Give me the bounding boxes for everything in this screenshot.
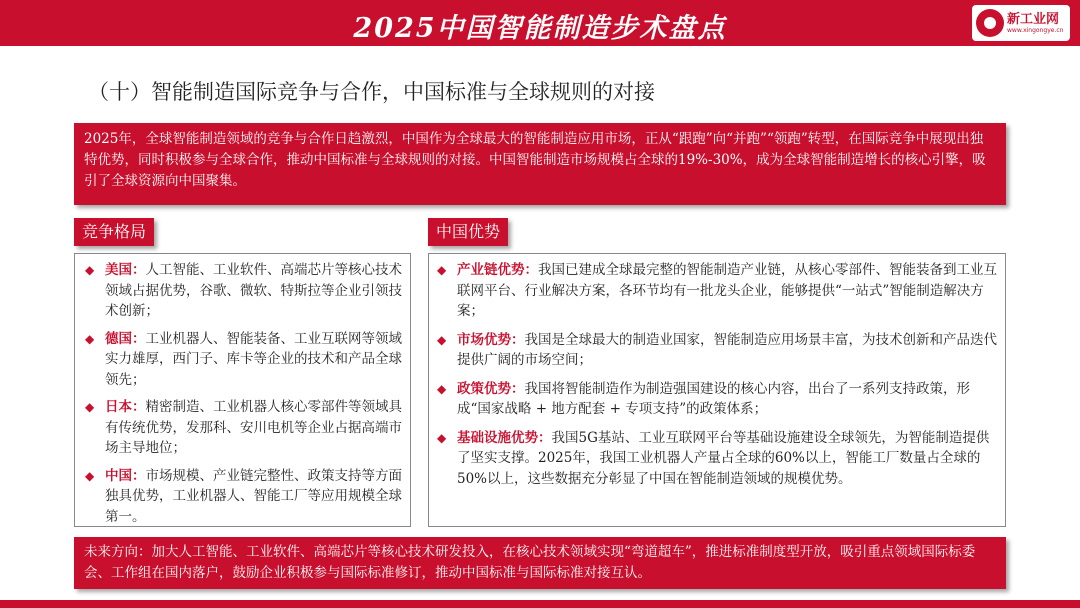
item-text: 我国将智能制造作为制造强国建设的核心内容，出台了一系列支持政策，形成“国家战略 + 地方配套 + 专项支持”的政策体系； bbox=[457, 380, 970, 417]
diamond-bullet-icon: ◆ bbox=[85, 331, 95, 346]
competition-item-japan bbox=[85, 397, 404, 459]
item-label: 德国： bbox=[105, 330, 146, 347]
page-header-title: 2025中国智能制造步术盘点 bbox=[353, 13, 727, 44]
china-advantage-tag: 中国优势 bbox=[428, 218, 508, 246]
item-text: 我国已建成全球最完整的智能制造产业链，从核心零部件、智能装备到工业互联网平台、行业解决方案，各环节均有一批龙头企业，能够提供“一站式”智能制造解决方案； bbox=[457, 262, 997, 319]
item-text: 工业机器人、智能装备、工业互联网等领域实力雄厚，西门子、库卡等企业的技术和产品全球领先； bbox=[105, 330, 402, 388]
item-text: 人工智能、工业软件、高端芯片等核心技术领域占据优势，谷歌、微软、特斯拉等企业引领技术创新； bbox=[105, 262, 402, 319]
item-text: 我国是全球最大的制造业国家，智能制造应用场景丰富，为技术创新和产品迭代提供广阔的市场空间； bbox=[457, 331, 997, 368]
item-label: 中国： bbox=[105, 467, 146, 484]
diamond-bullet-icon: ◆ bbox=[437, 381, 447, 396]
competition-item-china bbox=[85, 466, 404, 528]
advantage-item-market bbox=[437, 330, 997, 371]
item-label: 基础设施优势： bbox=[457, 429, 552, 446]
logo-name: 新工业网 bbox=[1007, 11, 1060, 27]
item-text: 精密制造、工业机器人核心零部件等领域具有传统优势，发那科、安川电机等企业占据高端市场主导地位； bbox=[105, 399, 402, 456]
diamond-bullet-icon: ◆ bbox=[85, 468, 95, 483]
diamond-bullet-icon: ◆ bbox=[85, 263, 95, 277]
header-bar bbox=[0, 0, 1080, 46]
competition-box bbox=[74, 253, 411, 527]
footer-bar bbox=[0, 600, 1080, 608]
item-label: 市场优势： bbox=[457, 331, 525, 348]
logo-url: www.xingongye.cn bbox=[1007, 26, 1064, 34]
advantage-item-infrastructure bbox=[437, 428, 997, 490]
china-advantage-box bbox=[428, 253, 1006, 527]
item-label: 美国： bbox=[105, 262, 146, 278]
diamond-bullet-icon: ◆ bbox=[437, 332, 447, 347]
item-text: 市场规模、产业链完整性、政策支持等方面独具优势，工业机器人、智能工厂等应用规模全球第一。 bbox=[105, 467, 402, 525]
section-title: （十）智能制造国际竞争与合作，中国标准与全球规则的对接 bbox=[88, 80, 655, 104]
item-label: 日本： bbox=[105, 399, 146, 415]
advantage-item-industry-chain bbox=[437, 260, 997, 322]
diamond-bullet-icon: ◆ bbox=[437, 430, 447, 445]
intro-box: 2025年，全球智能制造领域的竞争与合作日趋激烈，中国作为全球最大的智能制造应用市场，正从“跟跑”向“并跑”“领跑”转型，在国际竞争中展现出独特优势，同时积极参与全球合作，推动中国标准与全球规则的对接。中国智能制造市场规模占全球的19%-30%，成为全球智能制造增长的核心引擎，吸引了全球资源向中国聚集。 bbox=[74, 123, 1006, 205]
competition-item-germany bbox=[85, 329, 404, 391]
future-direction-box: 未来方向：加大人工智能、工业软件、高端芯片等核心技术研发投入，在核心技术领域实现“弯道超车”，推进标准制度型开放，吸引重点领域国际标委会、工作组在国内落户，鼓励企业积极参与国际标准修订，推动中国标准与国际标准对接互认。 bbox=[74, 537, 1006, 589]
item-label: 产业链优势： bbox=[457, 262, 538, 278]
advantage-item-policy bbox=[437, 379, 997, 420]
diamond-bullet-icon: ◆ bbox=[437, 263, 447, 277]
item-label: 政策优势： bbox=[457, 380, 525, 397]
competition-tag: 竞争格局 bbox=[74, 218, 154, 246]
competition-item-usa bbox=[85, 260, 404, 322]
gear-logo-icon bbox=[976, 9, 1004, 37]
diamond-bullet-icon: ◆ bbox=[85, 400, 95, 414]
brand-logo bbox=[972, 5, 1070, 41]
item-text: 我国5G基站、工业互联网平台等基础设施建设全球领先，为智能制造提供了坚实支撑。2025年，我国工业机器人产量占全球的60%以上，智能工厂数量占全球的50%以上，这些数据充分彰显了中国在智能制造领域的规模优势。 bbox=[457, 429, 990, 487]
